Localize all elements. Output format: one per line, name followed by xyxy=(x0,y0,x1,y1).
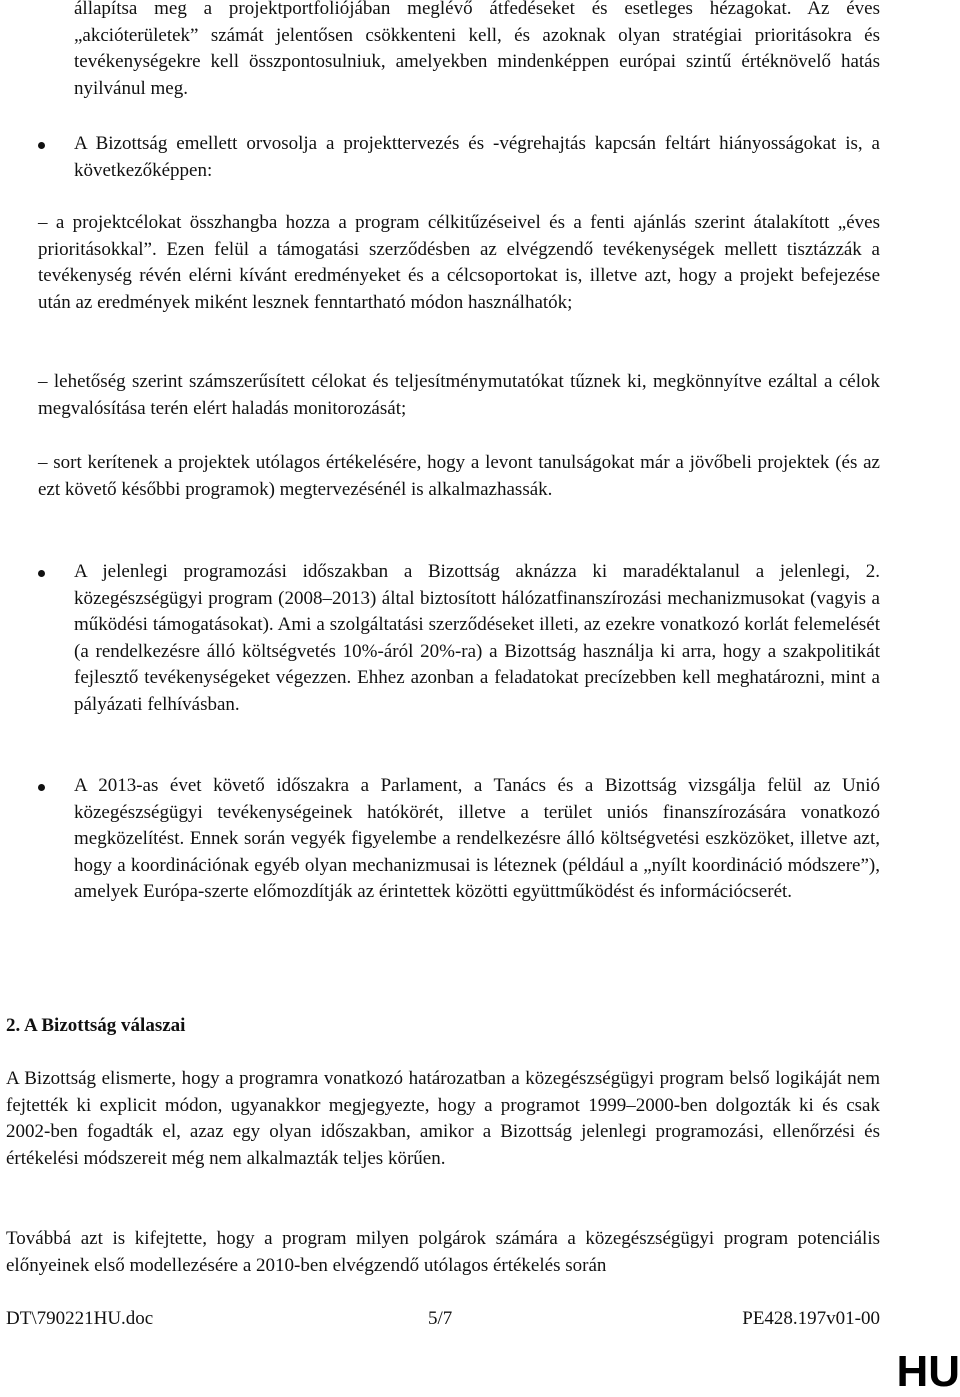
section-heading: 2. A Bizottság válaszai xyxy=(6,1015,186,1036)
bullet-text-1: A Bizottság emellett orvosolja a projekttervezés és -végrehajtás kapcsán feltárt hiányosságokat is, a következőképpen: xyxy=(74,133,880,181)
bullet-icon xyxy=(38,570,45,577)
bullet-item-1 xyxy=(38,131,880,184)
bullet-icon xyxy=(38,784,45,791)
top-paragraph: állapítsa meg a projektportfoliójában meglévő átfedéseket és esetleges hézagokat. Az éves „akcióterületek” számát jelentősen csökkenteni kell, és azoknak olyan stratégiai prioritásokra és tevékenységekre kell összpontosulniuk, amelyekben mindenképpen európai szintű értéknövelő hatás nyilvánul meg. xyxy=(74,0,880,99)
footer-page-number: 5/7 xyxy=(428,1308,453,1329)
paragraph-1: A Bizottság elismerte, hogy a programra vonatkozó határozatban a közegészségügyi program belső logikáját nem fejtették ki explicit módon, ugyanakkor megjegyezte, hogy a programot 1999–2000-ben dolgozták ki és csak 2002-ben fogadták el, azaz egy olyan időszakban, amikor a Bizottság jelenlegi programozási, ellenőrzési és értékelési módszereit még nem alkalmazták teljes körűen. xyxy=(6,1068,880,1169)
dash-item-3: – sort kerítenek a projektek utólagos értékelésére, hogy a levont tanulságokat már a jövőbeli projektek (és az ezt követő későbbi programok) megtervezésénél is alkalmazhassák. xyxy=(38,452,880,500)
paragraph-2: Továbbá azt is kifejtette, hogy a program milyen polgárok számára a közegészségügyi program potenciális előnyeinek első modellezésére a 2010-ben elvégzendő utólagos értékelés során xyxy=(6,1228,880,1276)
bullet-item-3 xyxy=(38,773,880,906)
bullet-item-2 xyxy=(38,559,880,719)
dash-item-1: – a projektcélokat összhangba hozza a program célkitűzéseivel és a fenti ajánlás szerint átalakított „éves prioritásokkal”. Ezen felül a támogatási szerződésben az elvégzendő tevékenységek mellett tisztázzák a tevékenység révén elérni kívánt eredményeket és a célcsoportokat is, illetve azt, hogy a projekt befejezése után az eredmények miként lesznek fenntartható módon használhatók; xyxy=(38,212,880,313)
bullet-icon xyxy=(38,142,45,149)
footer-doc-ref: DT\790221HU.doc xyxy=(6,1308,154,1329)
bullet-text-3: A 2013-as évet követő időszakra a Parlament, a Tanács és a Bizottság vizsgálja felül az Unió közegészségügyi tevékenységeinek hatókörét, illetve a terület uniós finanszírozására vonatkozó megközelítést. Ennek során vegyék figyelembe a rendelkezésre álló költségvetési eszközöket, illetve azt, hogy a koordinációnak egyéb olyan mechanizmusai is léteznek (például a „nyílt koordináció módszere”), amelyek Európa-szerte előmozdítják az érintettek közötti együttműködést és információcserét. xyxy=(74,775,880,903)
footer-pe-ref: PE428.197v01-00 xyxy=(742,1308,880,1329)
dash-item-2: – lehetőség szerint számszerűsített célokat és teljesítménymutatókat tűznek ki, megkönnyítve ezáltal a célok megvalósítása terén elért haladás monitorozását; xyxy=(38,371,880,419)
language-code: HU xyxy=(896,1347,960,1396)
bullet-text-2: A jelenlegi programozási időszakban a Bizottság aknázza ki maradéktalanul a jelenlegi, 2. közegészségügyi program (2008–2013) által biztosított hálózatfinanszírozási mechanizmusokat (vagyis a működési támogatásokat). Ami a szolgáltatási szerződéseket illeti, az ezekre vonatkozó korlát felemelését (a rendelkezésre álló költségvetés 10%-áról 20%-ra) a Bizottság használja ki arra, hogy a szakpolitikát fejlesztő tevékenységeket végezzen. Ehhez azonban a feladatokat precízebben kell meghatározni, mint a pályázati felhívásban. xyxy=(74,561,880,715)
page-footer xyxy=(6,1306,880,1332)
